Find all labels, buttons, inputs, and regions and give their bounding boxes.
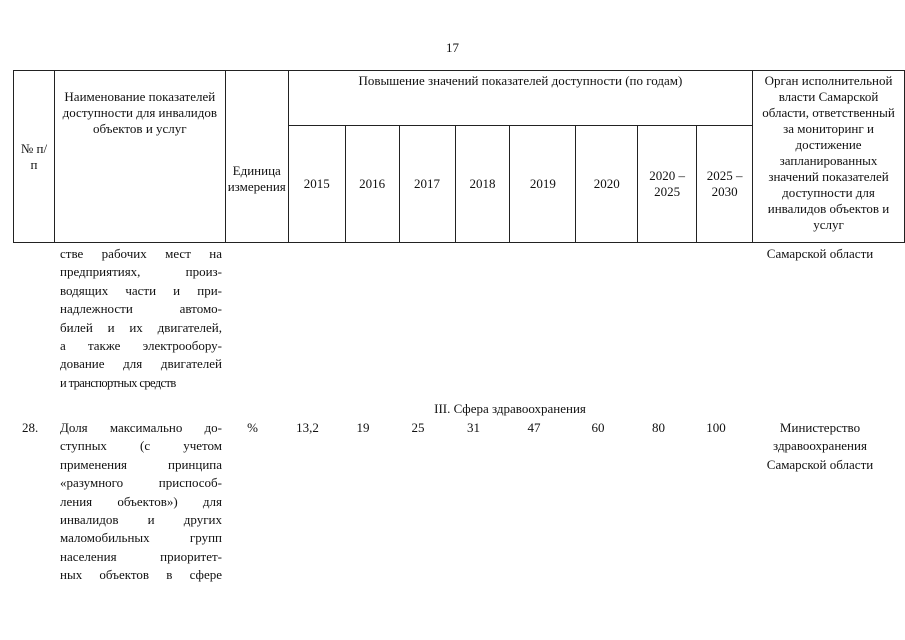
header-col-number: № п/п bbox=[14, 71, 55, 243]
row-28-value-2018: 31 bbox=[467, 420, 480, 435]
row-28-number: 28. bbox=[22, 420, 39, 435]
row-28-value-2025-2030: 100 bbox=[706, 420, 726, 435]
header-year-2016: 2016 bbox=[345, 126, 399, 243]
header-col-years-group: Повышение значений показателей доступности (по годам) bbox=[288, 71, 752, 126]
row-28-responsible-org: Министерство здравоохранения Самарской области bbox=[766, 420, 874, 472]
page-number: 17 bbox=[446, 40, 459, 55]
row-28-value-2017: 25 bbox=[411, 420, 425, 435]
header-year-2020: 2020 bbox=[576, 126, 638, 243]
header-col-unit: Единица измерения bbox=[225, 71, 288, 243]
header-year-2017: 2017 bbox=[399, 126, 455, 243]
header-year-2019: 2019 bbox=[510, 126, 576, 243]
row-28-value-2019: 47 bbox=[527, 420, 541, 435]
row-28-unit: % bbox=[247, 420, 258, 435]
header-col-responsible-org: Орган исполнительной власти Самарской области, ответственный за мониторинг и достижение запланированных значений показателей доступности для инвалидов объектов и услуг bbox=[753, 71, 905, 243]
header-year-2020-2025: 2020 – 2025 bbox=[638, 126, 697, 243]
row-28-value-2016: 19 bbox=[356, 420, 370, 435]
header-year-2025-2030: 2025 – 2030 bbox=[697, 126, 753, 243]
header-year-2018: 2018 bbox=[455, 126, 510, 243]
row-28-value-2020-2025: 80 bbox=[652, 420, 665, 435]
row-28-value-2015: 13,2 bbox=[296, 420, 319, 435]
prev-row-indicator-name: стве рабочих мест на предприятиях, произ- водящих части и при- надлежности автомо- билей и их двигателей, а также электрообору- дование для двигателей и транспортных средств bbox=[60, 246, 222, 390]
header-col-indicator-name: Наименование показателей доступности для инвалидов объектов и услуг bbox=[54, 71, 225, 243]
header-year-2015: 2015 bbox=[288, 126, 345, 243]
table-header bbox=[13, 70, 905, 243]
prev-row-responsible-org: Самарской области bbox=[766, 246, 874, 261]
row-28-indicator-name: Доля максимально до- ступных (с учетом применения принципа «разумного приспособ- ления объектов») для инвалидов и других маломобильных групп населения приоритет- ных объектов в сфере bbox=[60, 420, 222, 583]
row-28-value-2020: 60 bbox=[591, 420, 605, 435]
section-title: III. Сфера здравоохранения bbox=[434, 401, 586, 416]
